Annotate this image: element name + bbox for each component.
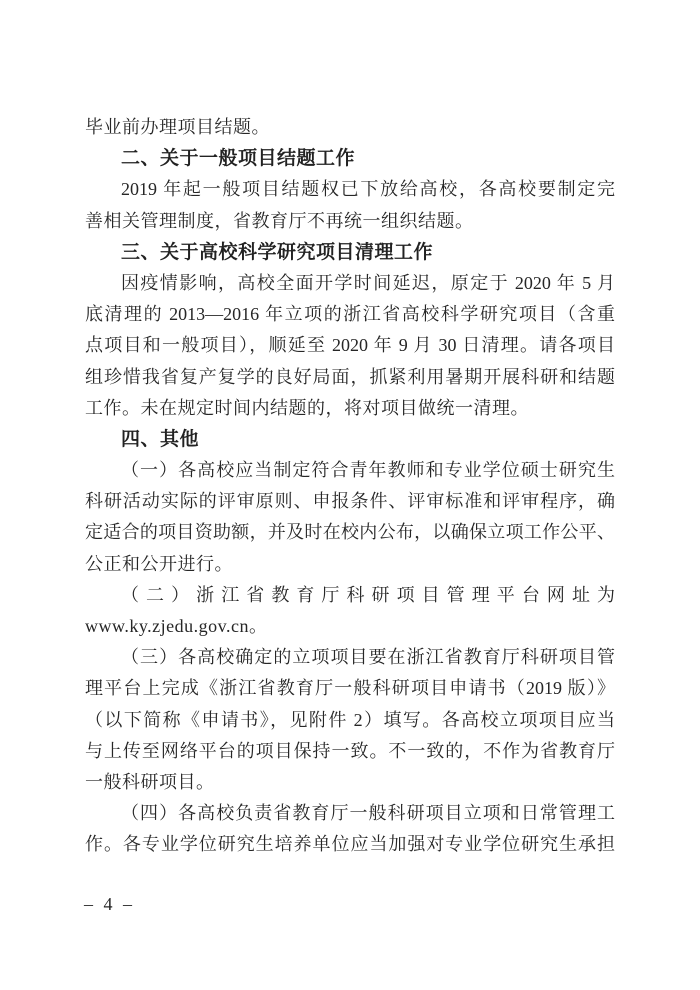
body-line: （以下简称《申请书》，见附件 2）填写。各高校立项项目应当 <box>85 709 615 730</box>
body-line: （二）浙江省教育厅科研项目管理平台网址为 <box>121 584 615 605</box>
body-line: （三）各高校确定的立项项目要在浙江省教育厅科研项目管 <box>121 647 615 668</box>
body-line: 2019 年起一般项目结题权已下放给高校，各高校要制定完 <box>121 179 615 200</box>
page-number: – 4 – <box>84 894 135 914</box>
platform-url: www.ky.zjedu.gov.cn。 <box>85 616 268 636</box>
body-line: 毕业前办理项目结题。 <box>85 117 270 137</box>
document-body <box>85 112 615 861</box>
heading-section-4: 四、其他 <box>121 428 200 450</box>
body-line: 作。各专业学位研究生培养单位应当加强对专业学位研究生承担 <box>85 834 615 855</box>
body-line: 组珍惜我省复产复学的良好局面，抓紧利用暑期开展科研和结题 <box>85 366 615 387</box>
heading-section-2: 二、关于一般项目结题工作 <box>121 148 356 170</box>
body-line: 科研活动实际的评审原则、申报条件、评审标准和评审程序，确 <box>85 491 615 512</box>
body-line: 点项目和一般项目），顺延至 2020 年 9 月 30 日清理。请各项目 <box>85 335 615 356</box>
body-line: 一般科研项目。 <box>85 771 215 792</box>
body-line: （四）各高校负责省教育厅一般科研项目立项和日常管理工 <box>121 803 615 824</box>
body-line: 善相关管理制度，省教育厅不再统一组织结题。 <box>85 210 474 231</box>
body-line: 定适合的项目资助额，并及时在校内公布，以确保立项工作公平、 <box>85 522 615 543</box>
body-line: 公正和公开进行。 <box>85 553 233 574</box>
body-line: 底清理的 2013—2016 年立项的浙江省高校科学研究项目（含重 <box>85 304 615 325</box>
body-line: 理平台上完成《浙江省教育厅一般科研项目申请书（2019 版）》 <box>85 678 615 699</box>
body-line: 工作。未在规定时间内结题的，将对项目做统一清理。 <box>85 397 529 418</box>
body-line: （一）各高校应当制定符合青年教师和专业学位硕士研究生 <box>121 460 615 481</box>
body-line: 与上传至网络平台的项目保持一致。不一致的，不作为省教育厅 <box>85 740 615 761</box>
body-line: 因疫情影响，高校全面开学时间延迟，原定于 2020 年 5 月 <box>121 272 615 293</box>
heading-section-3: 三、关于高校科学研究项目清理工作 <box>121 241 434 263</box>
